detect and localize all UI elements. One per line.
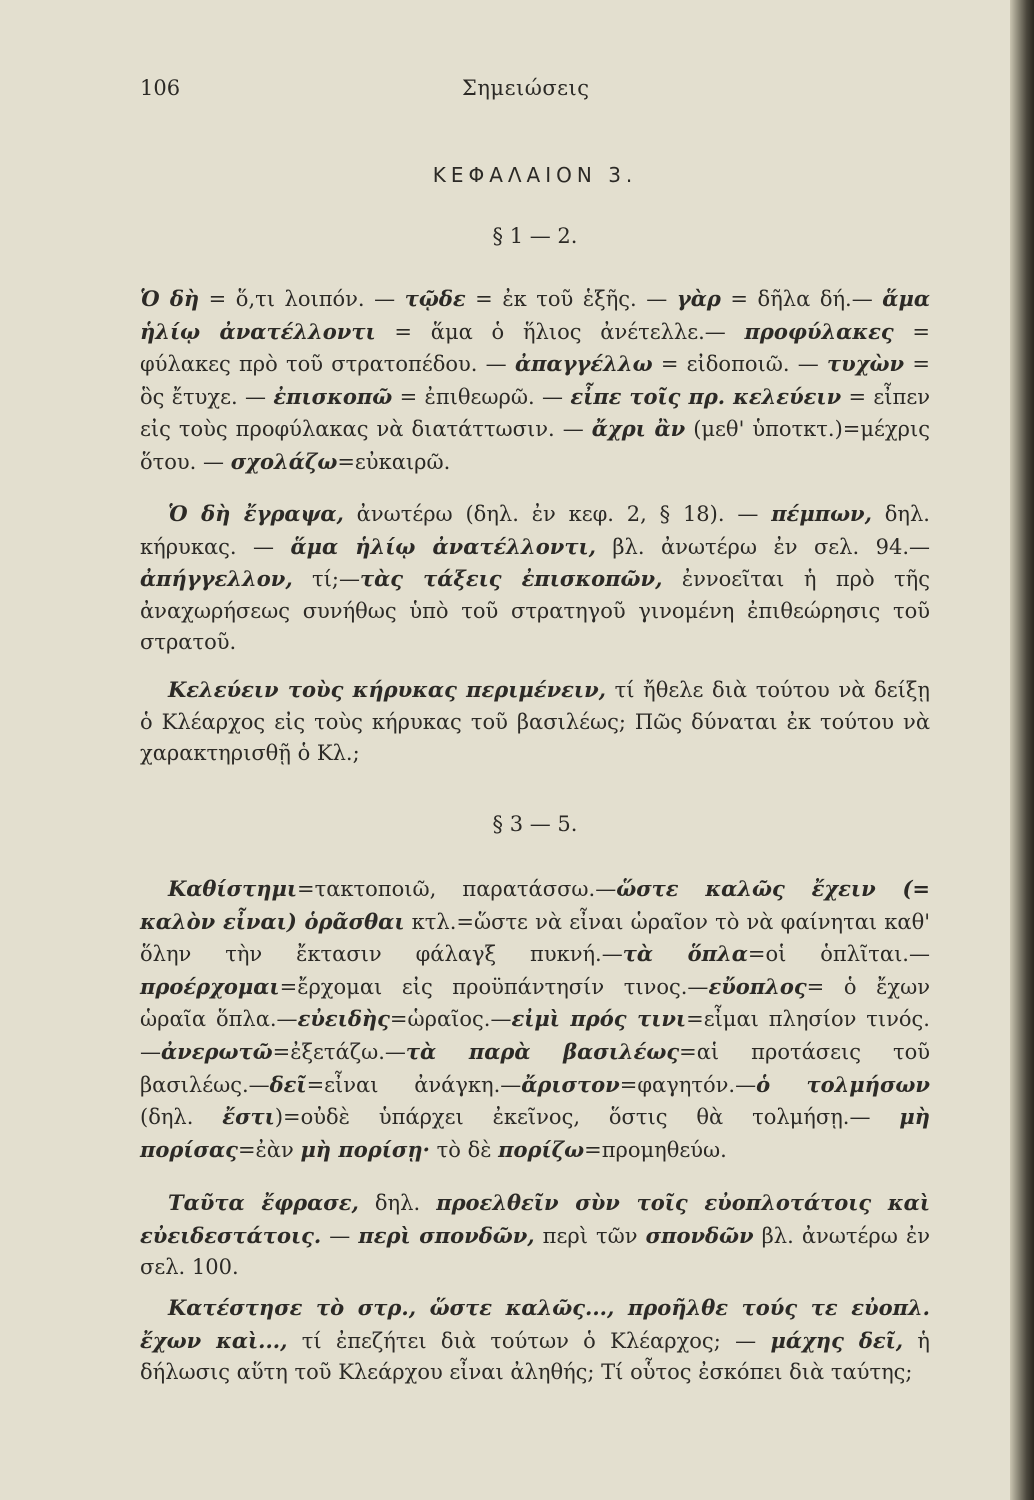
gloss-term: τυχὼν (827, 351, 905, 377)
gloss-text: = εἰδοποιῶ. — (652, 352, 828, 377)
paragraph (140, 283, 930, 479)
gloss-text: — (321, 1223, 359, 1248)
gloss-term: ἔστι (222, 1104, 275, 1130)
gloss-term: ἐπισκοπῶ (273, 383, 393, 409)
gloss-text: (δηλ. (140, 1105, 223, 1130)
gloss-term: πορίζω (498, 1136, 585, 1162)
gloss-term: τὰς τάξεις ἐπισκοπῶν, (360, 566, 663, 592)
gloss-term: ἀνερωτῶ (161, 1038, 273, 1064)
gloss-text: = ὁ ἔχων ὡραῖα ὅπλα.— (140, 974, 930, 1032)
section-heading: § 3 — 5. (492, 812, 578, 836)
gloss-text: = εἶπεν εἰς τοὺς προφύλακας νὰ διατάττωσιν. — (140, 384, 930, 442)
gloss-term: εὔοπλος (708, 973, 807, 999)
gloss-text: =εὐκαιρῶ. (337, 449, 451, 474)
gloss-term: εὐειδὴς (297, 1006, 390, 1032)
gloss-term: γὰρ (676, 286, 721, 311)
gloss-term: μὴ πορίσῃ· (300, 1136, 430, 1162)
book-spine-shadow (1010, 0, 1034, 1500)
gloss-text: περὶ τῶν (534, 1223, 646, 1248)
gloss-text: =αἱ προτάσεις τοῦ βασιλέως.— (140, 1039, 931, 1097)
gloss-term: τῷδε (404, 286, 466, 311)
gloss-text: βλ. ἀνωτέρω ἐν σελ. 100. (140, 1223, 930, 1280)
gloss-text: ἡ δήλωσις αὕτη τοῦ Κλεάρχου εἶναι ἀληθής; Τί οὗτος ἐσκόπει διὰ ταύτης; (140, 1328, 930, 1385)
gloss-term: ἅμα ἡλίῳ ἀνατέλλοντι, (290, 533, 596, 559)
gloss-term: τὰ παρὰ βασιλέως (405, 1038, 680, 1064)
gloss-term: Ταῦτα ἔφρασε, (168, 1190, 359, 1215)
chapter-title: ΚΕΦΑΛΑΙΟΝ 3. (432, 163, 638, 187)
gloss-term: Κατέστησε τὸ στρ., ὥστε καλῶς..., προῆλθε τούς τε εὐοπλ. ἔχων καὶ..., (140, 1295, 930, 1353)
gloss-text: ἀνωτέρω (δηλ. ἐν κεφ. 2, § 18). — (343, 502, 772, 526)
gloss-text: =προμηθεύω. (584, 1137, 727, 1162)
gloss-text: ἐννοεῖται ἡ πρὸ τῆς ἀναχωρήσεως συνήθως ὑπὸ τοῦ στρατηγοῦ γινομένη ἐπιθεώρησις τοῦ στρατοῦ. (140, 567, 931, 655)
gloss-term: ὥστε καλῶς ἔχειν (= καλὸν εἶναι) ὁρᾶσθαι (140, 876, 930, 934)
gloss-term: μάχης δεῖ, (770, 1327, 904, 1353)
page-header (140, 76, 940, 110)
gloss-term: Ὁ δὴ (140, 286, 200, 311)
gloss-term: προελθεῖν σὺν τοῖς εὐοπλοτάτοις καὶ εὐειδεστάτοις. (140, 1190, 930, 1248)
gloss-term: ὁ τολμήσων (756, 1071, 930, 1097)
gloss-text: κτλ.=ὥστε νὰ εἶναι ὡραῖον τὸ νὰ φαίνηται καθ' ὅλην τὴν ἔκτασιν φάλαγξ πυκνή.— (140, 909, 930, 967)
gloss-term: δεῖ (269, 1071, 307, 1097)
paragraph (140, 1292, 930, 1389)
gloss-text: = ὅ,τι λοιπόν. — (199, 287, 405, 311)
paragraph (140, 498, 930, 659)
gloss-text: (μεθ' ὑποτκτ.)=μέχρις ὅτου. — (140, 417, 930, 474)
gloss-term: ἄχρι ἂν (591, 416, 686, 442)
gloss-text: )=οὐδὲ ὑπάρχει ἐκεῖνος, ὅστις θὰ τολμήσῃ.— (274, 1105, 900, 1130)
gloss-text: = ὃς ἔτυχε. — (140, 352, 930, 409)
gloss-text: =εἶμαι πλησίον τινός.— (140, 1007, 930, 1064)
gloss-text: τί ἐπεζήτει διὰ τούτων ὁ Κλέαρχος; — (287, 1328, 771, 1353)
gloss-term: προέρχομαι (140, 973, 280, 999)
gloss-term: Καθίστημι (168, 876, 297, 901)
gloss-term: σχολάζω (230, 448, 338, 474)
gloss-term: ἄριστον (521, 1071, 620, 1097)
gloss-text: δηλ. κήρυκας. — (140, 502, 930, 559)
paragraph (140, 1187, 930, 1284)
gloss-text: = φύλακες πρὸ τοῦ στρατοπέδου. — (140, 319, 930, 377)
paragraph (140, 873, 930, 1166)
gloss-text: =εἶναι ἀνάγκη.— (306, 1072, 522, 1097)
gloss-term: τὰ ὅπλα (622, 941, 748, 967)
running-title: Σημειώσεις (462, 76, 590, 100)
gloss-text: =οἱ ὁπλῖται.— (747, 942, 930, 967)
gloss-term: εἰμὶ πρός τινι (511, 1006, 687, 1032)
gloss-term: Ὁ δὴ ἔγραψα, (168, 501, 344, 526)
gloss-text: =ἔρχομαι εἰς προϋπάντησίν τινος.— (279, 974, 709, 999)
gloss-text: = δῆλα δή.— (720, 287, 883, 311)
gloss-term: περὶ σπονδῶν, (358, 1222, 535, 1248)
gloss-text: = ἐκ τοῦ ἑξῆς. — (465, 287, 677, 311)
gloss-text: = ἅμα ὁ ἥλιος ἀνέτελλε.— (375, 319, 745, 344)
gloss-text: βλ. ἀνωτέρω ἐν σελ. 94.— (595, 534, 931, 559)
gloss-term: ἀπαγγέλλω (514, 351, 653, 377)
page-number: 106 (140, 76, 181, 100)
gloss-text: τί ἤθελε διὰ τούτου νὰ δείξῃ ὁ Κλέαρχος εἰς τοὺς κήρυκας τοῦ βασιλέως; Πῶς δύναται ἐκ τούτου νὰ χαρακτηρισθῇ ὁ Κλ.; (140, 678, 930, 766)
gloss-term: ἅμα ἡλίῳ ἀνατέλλοντι (140, 286, 930, 344)
paragraph (140, 674, 930, 770)
gloss-term: εἶπε τοῖς πρ. κελεύειν (570, 383, 842, 409)
gloss-text: =τακτοποιῶ, παρατάσσω.— (297, 877, 617, 901)
gloss-term: προφύλακες (744, 318, 894, 344)
gloss-text: = ἐπιθεωρῶ. — (392, 384, 571, 409)
gloss-term: σπονδῶν (645, 1222, 754, 1248)
gloss-text: =ἐὰν (237, 1137, 301, 1162)
gloss-text: τὸ δὲ (429, 1137, 499, 1162)
gloss-text: =ἐξετάζω.— (272, 1039, 406, 1064)
gloss-term: Κελεύειν τοὺς κήρυκας περιμένειν, (168, 677, 606, 702)
gloss-term: πέμπων, (771, 501, 872, 526)
gloss-text: =φαγητόν.— (619, 1072, 757, 1097)
gloss-text: τί;— (292, 567, 360, 592)
gloss-text: δηλ. (358, 1191, 437, 1215)
gloss-text: =ὡραῖος.— (389, 1007, 512, 1032)
gloss-term: ἀπήγγελλον, (140, 566, 293, 592)
gloss-term: μὴ πορίσας (140, 1104, 930, 1162)
section-heading: § 1 — 2. (492, 224, 578, 248)
